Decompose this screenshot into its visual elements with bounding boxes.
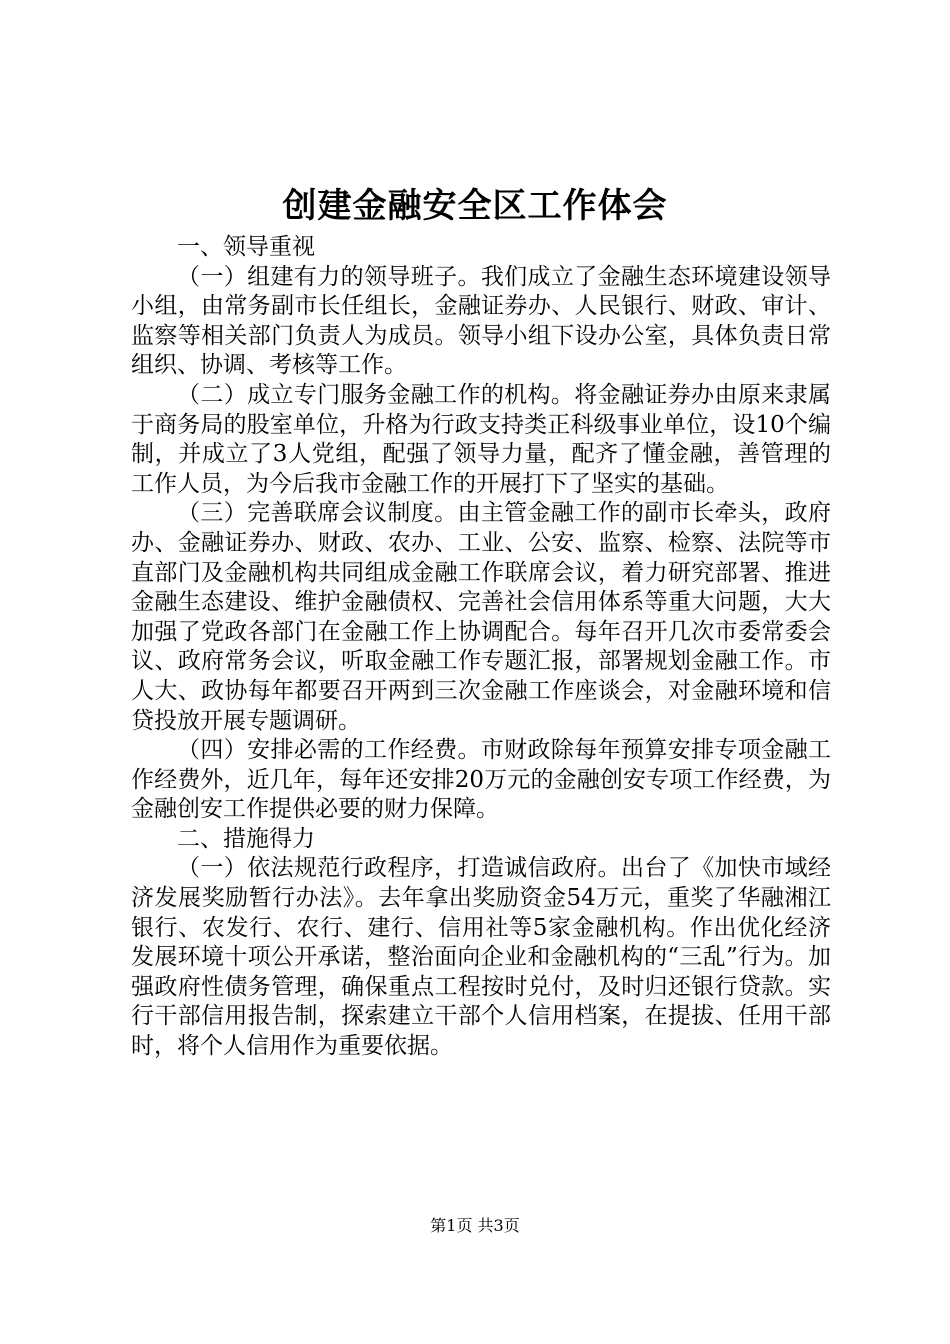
paragraph-1-2: （二）成立专门服务金融工作的机构。将金融证券办由原来隶属于商务局的股室单位，升格为行政支持类正科级事业单位，设10个编制，并成立了3人党组，配强了领导力量，配齐了懂金融，善管理的工作人员，为今后我市金融工作的开展打下了坚实的基础。 (131, 381, 831, 497)
paragraph-1-1: （一）组建有力的领导班子。我们成立了金融生态环境建设领导小组，由常务副市长任组长，金融证券办、人民银行、财政、审计、监察等相关部门负责人为成员。领导小组下设办公室，具体负责日常组织、协调、考核等工作。 (131, 263, 831, 379)
paragraph-1-3: （三）完善联席会议制度。由主管金融工作的副市长牵头，政府办、金融证券办、财政、农办、工业、公安、监察、检察、法院等市直部门及金融机构共同组成金融工作联席会议，着力研究部署、推进金融生态建设、维护金融债权、完善社会信用体系等重大问题，大大加强了党政各部门在金融工作上协调配合。每年召开几次市委常委会议、政府常务会议，听取金融工作专题汇报，部署规划金融工作。市人大、政协每年都要召开两到三次金融工作座谈会，对金融环境和信贷投放开展专题调研。 (131, 500, 831, 734)
paragraph-2-1: （一）依法规范行政程序，打造诚信政府。出台了《加快市域经济发展奖励暂行办法》。去年拿出奖励资金54万元，重奖了华融湘江银行、农发行、农行、建行、信用社等5家金融机构。作出优化经济发展环境十项公开承诺，整治面向企业和金融机构的“三乱”行为。加强政府性债务管理，确保重点工程按时兑付，及时归还银行贷款。实行干部信用报告制，探索建立干部个人信用档案，在提拔、任用干部时，将个人信用作为重要依据。 (131, 855, 831, 1060)
page-footer: 第1页 共3页 (430, 1216, 520, 1235)
document-title: 创建金融安全区工作体会 (282, 186, 668, 226)
section-heading-2: 二、措施得力 (177, 825, 315, 852)
section-heading-1: 一、领导重视 (177, 234, 315, 260)
paragraph-1-4: （四）安排必需的工作经费。市财政除每年预算安排专项金融工作经费外，近几年，每年还安排20万元的金融创安专项工作经费，为金融创安工作提供必要的财力保障。 (131, 737, 831, 823)
document-body (131, 233, 831, 1062)
